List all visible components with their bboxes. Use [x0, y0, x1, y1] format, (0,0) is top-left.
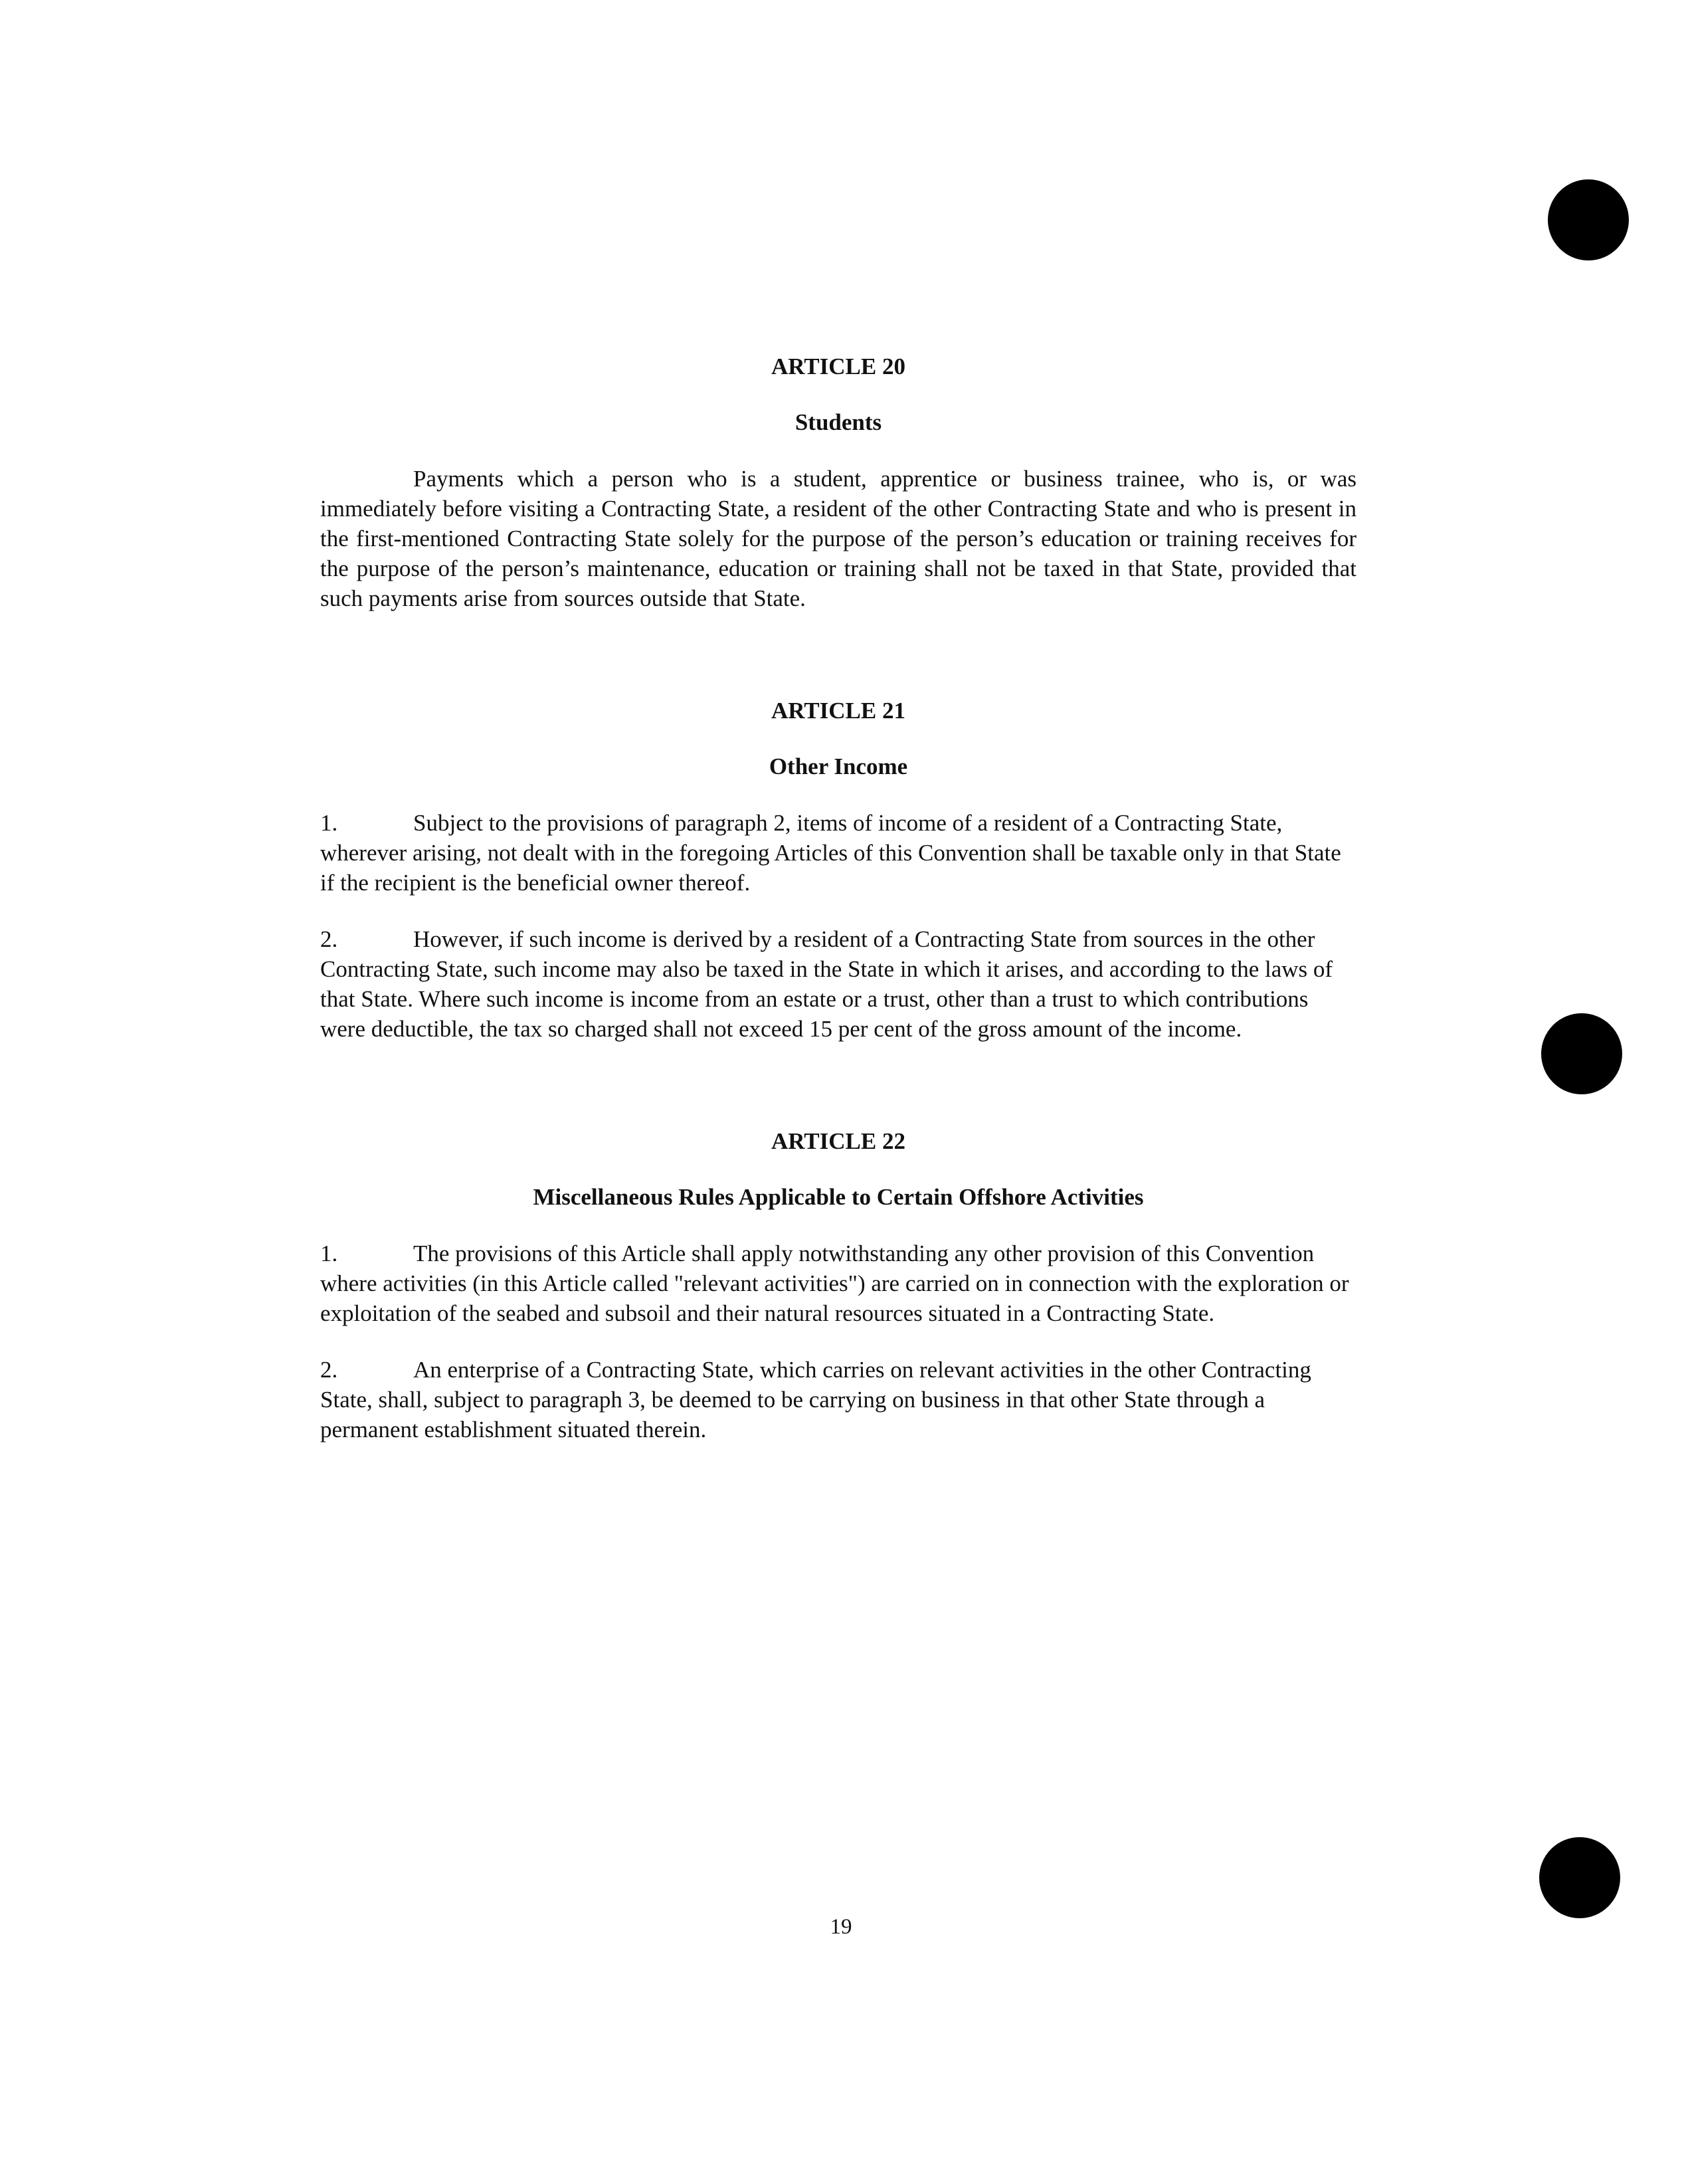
numbered-paragraph: 2. However, if such income is derived by a resident of a Contracting State from sources in the other Contracting State, such income may also be taxed in the State in which it arises, and according to the laws of that State. Where such income is income from an estate or a trust, other than a trust to which contributions were deductible, the tax so charged shall not exceed 15 per cent of the gross amount of the income.: [320, 924, 1356, 1044]
paragraph-text: The provisions of this Article shall apply notwithstanding any other provision of this Convention where activities (in this Article called "relevant activities") are carried on in connection with the exploration or exploitation of the seabed and subsoil and their natural resources situated in a Contracting State.: [320, 1241, 1349, 1326]
paragraph-text: However, if such income is derived by a resident of a Contracting State from sources in the other Contracting State, such income may also be taxed in the State in which it arises, and according to the laws of that State. Where such income is income from an estate or a trust, other than a trust to which contributions were deductible, the tax so charged shall not exceed 15 per cent of the gross amount of the income.: [320, 926, 1333, 1042]
article-heading: ARTICLE 22: [771, 1128, 905, 1154]
article-title: Other Income: [769, 753, 908, 779]
punch-hole-bottom: [1539, 1837, 1620, 1918]
article-heading: ARTICLE 20: [771, 353, 905, 379]
punch-hole-middle: [1541, 1013, 1622, 1094]
article-title: Miscellaneous Rules Applicable to Certain Offshore Activities: [533, 1184, 1144, 1210]
paragraph-text: An enterprise of a Contracting State, which carries on relevant activities in the other Contracting State, shall, subject to paragraph 3, be deemed to be carrying on business in that other State through a permanent establishment situated therein.: [320, 1357, 1311, 1442]
numbered-paragraph: 1. Subject to the provisions of paragraph 2, items of income of a resident of a Contracting State, wherever arising, not dealt with in the foregoing Articles of this Convention shall be taxable only in that State if the recipient is the beneficial owner thereof.: [320, 808, 1356, 898]
paragraph-text: Subject to the provisions of paragraph 2, items of income of a resident of a Contracting State, wherever arising, not dealt with in the foregoing Articles of this Convention shall be taxable only in that State if the recipient is the beneficial owner thereof.: [320, 810, 1341, 896]
article-20: [320, 352, 1356, 613]
article-21: [320, 696, 1356, 1044]
punch-hole-top: [1548, 179, 1629, 260]
document-body: [320, 352, 1356, 1528]
numbered-paragraph: 1. The provisions of this Article shall apply notwithstanding any other provision of this Convention where activities (in this Article called "relevant activities") are carried on in connection with the exploration or exploitation of the seabed and subsoil and their natural resources situated in a Contracting State.: [320, 1239, 1356, 1328]
article-paragraph: Payments which a person who is a student, apprentice or business trainee, who is, or was immediately before visiting a Contracting State, a resident of the other Contracting State and who is present in the first-mentioned Contracting State solely for the purpose of the person’s education or training receives for the purpose of the person’s maintenance, education or training shall not be taxed in that State, provided that such payments arise from sources outside that State.: [320, 466, 1356, 611]
article-22: [320, 1127, 1356, 1444]
numbered-paragraph: 2. An enterprise of a Contracting State, which carries on relevant activities in the other Contracting State, shall, subject to paragraph 3, be deemed to be carrying on business in that other State through a permanent establishment situated therein.: [320, 1355, 1356, 1444]
article-heading: ARTICLE 21: [771, 698, 905, 724]
page-number: 19: [830, 1915, 852, 1939]
article-title: Students: [794, 409, 882, 435]
